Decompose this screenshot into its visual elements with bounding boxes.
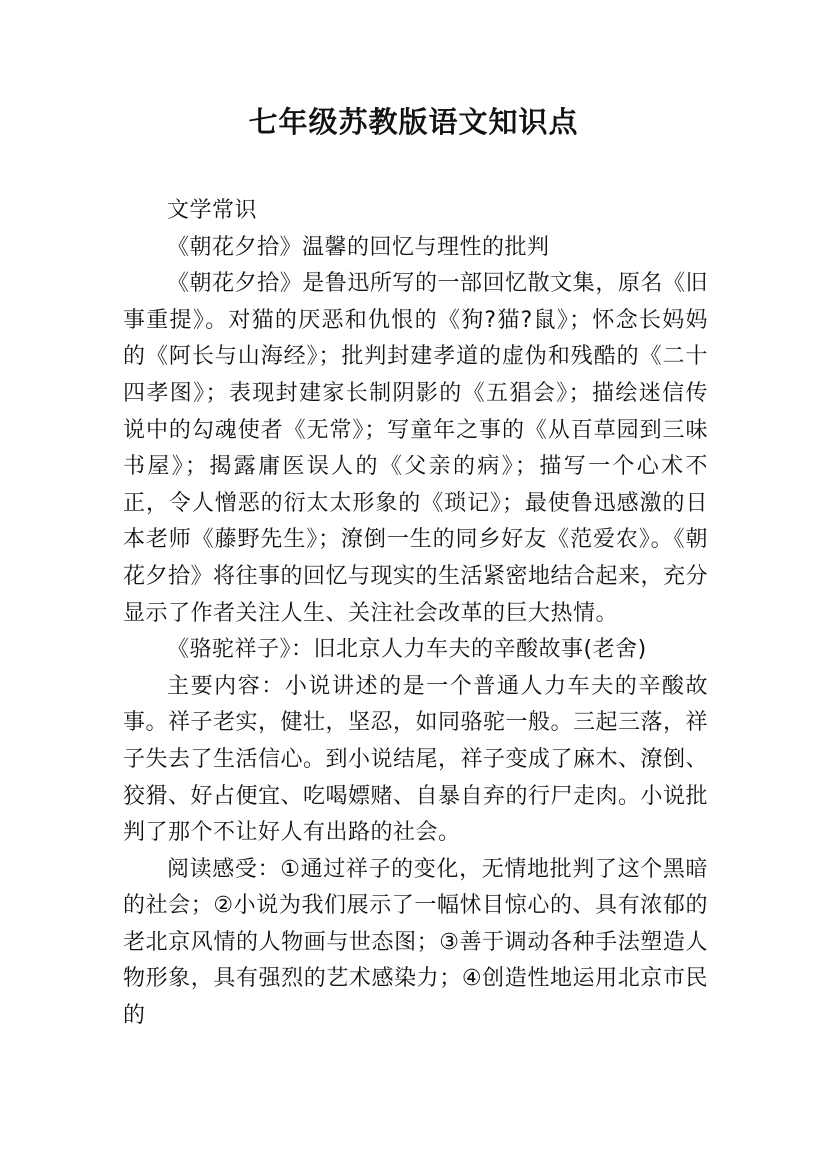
paragraph-reading-impressions: 阅读感受：①通过祥子的变化，无情地批判了这个黑暗的社会；②小说为我们展示了一幅怵目惊心的、具有浓郁的老北京风情的人物画与世态图；③善于调动各种手法塑造人物形象，具有强烈的艺术感染力；④创造性地运用北京市民的	[123, 856, 708, 1029]
book-heading-luotuo-xiangzi: 《骆驼祥子》：旧北京人力车夫的辛酸故事(老舍)	[167, 637, 647, 663]
paragraph-main-content: 主要内容：小说讲述的是一个普通人力车夫的辛酸故事。祥子老实，健壮，坚忍，如同骆驼一般。三起三落，祥子失去了生活信心。到小说结尾，祥子变成了麻木、潦倒、狡猾、好占便宜、吃喝嫖赌、自暴自弃的行尸走肉。小说批判了那个不让好人有出路的社会。	[123, 673, 709, 846]
book-heading-zhaohua-xishi: 《朝花夕拾》温馨的回忆与理性的批判	[167, 234, 550, 260]
paragraph-zhaohua-xishi-summary: 《朝花夕拾》是鲁迅所写的一部回忆散文集，原名《旧事重提》。对猫的厌恶和仇恨的《狗?猫?鼠》；怀念长妈妈的《阿长与山海经》；批判封建孝道的虚伪和残酷的《二十四孝图》；表现封建家长制阴影的《五猖会》；描绘迷信传说中的勾魂使者《无常》；写童年之事的《从百草园到三味书屋》；揭露庸医误人的《父亲的病》；描写一个心术不正，令人憎恶的衍太太形象的《琐记》；最使鲁迅感激的日本老师《藤野先生》；潦倒一生的同乡好友《范爱农》。《朝花夕拾》将往事的回忆与现实的生活紧密地结合起来，充分显示了作者关注人生、关注社会改革的巨大热情。	[123, 271, 709, 626]
document-title: 七年级苏教版语文知识点	[248, 105, 579, 139]
section-heading-literary-knowledge: 文学常识	[167, 198, 258, 223]
document-body	[123, 193, 708, 1035]
